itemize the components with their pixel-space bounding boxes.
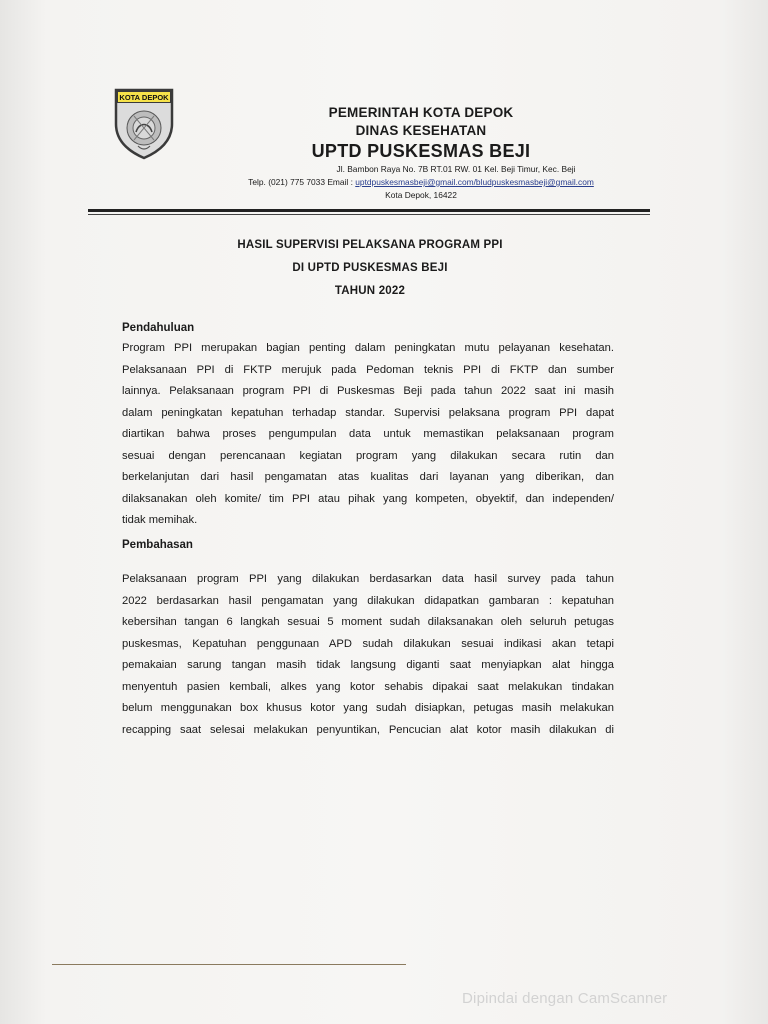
title-line-3: TAHUN 2022 (334, 285, 406, 297)
paragraph-line: puskesmas, Kepatuhan penggunaan APD sudah dilakukan sesuai indikasi akan tetapi (122, 637, 614, 650)
paragraph-line: Program PPI merupakan bagian penting dalam peningkatan mutu pelayanan kesehatan. (122, 342, 614, 354)
title-line-2: DI UPTD PUSKESMAS BEJI (292, 262, 448, 274)
paragraph-line: recapping saat selesai melakukan penyuntikan, Pencucian alat kotor masih dilakukan di (122, 723, 614, 736)
section-pendahuluan (122, 318, 614, 532)
paragraph-line: dilaksanakan oleh komite/ tim PPI atau pihak yang kompeten, obyektif, dan independen/ (122, 492, 614, 505)
section-heading: Pembahasan (122, 539, 193, 551)
letterhead-city: Kota Depok, 16422 (385, 190, 457, 200)
title-line-1: HASIL SUPERVISI PELAKSANA PROGRAM PPI (237, 239, 503, 251)
letterhead-contact (186, 176, 656, 189)
paragraph-line: sesuai dengan perencanaan kegiatan program yang dilakukan secara rutin dan (122, 449, 614, 462)
letterhead-institution: UPTD PUSKESMAS BEJI (311, 141, 531, 161)
paragraph-line: lainnya. Pelaksanaan program PPI di Puskesmas Beji pada tahun 2022 saat ini masih (122, 385, 614, 397)
section-paragraph (122, 569, 614, 741)
kota-depok-emblem (112, 86, 176, 160)
letterhead-phone: Telp. (021) 775 7033 Email : (248, 177, 353, 187)
paragraph-line: tidak memihak. (122, 514, 198, 526)
letterhead-divider-thin (88, 214, 650, 215)
scanner-watermark: Dipindai dengan CamScanner (462, 990, 668, 1007)
paragraph-line: Pelaksanaan program PPI yang dilakukan berdasarkan data hasil survey pada tahun (122, 573, 614, 585)
emblem-label: KOTA DEPOK (119, 93, 169, 102)
paragraph-line: kebersihan tangan 6 langkah sesuai 5 moment sudah dilaksanakan oleh seluruh petugas (122, 616, 614, 628)
letterhead-email-link[interactable]: uptdpuskesmasbeji@gmail.com/bludpuskesmasbeji@gmail.com (355, 177, 594, 187)
paragraph-line: pemakaian sarung tangan masih tidak langsung diganti saat menyiapkan alat hingga (122, 659, 614, 671)
paragraph-line: menyentuh pasien kembali, alkes yang kotor sehabis dipakai saat melakukan tindakan (122, 680, 614, 693)
paragraph-line: Pelaksanaan PPI di FKTP merujuk pada Pedoman teknis PPI di FKTP dan sumber (122, 363, 614, 376)
paragraph-line: dalam peningkatan kepatuhan terhadap standar. Supervisi pelaksana program PPI dapat (122, 406, 614, 419)
letterhead-government: PEMERINTAH KOTA DEPOK (328, 105, 514, 120)
paragraph-line: belum menggunakan box khusus kotor yang sudah disiapkan, petugas masih melakukan (122, 702, 614, 714)
section-paragraph (122, 338, 614, 532)
paragraph-line: 2022 berdasarkan hasil pengamatan yang dilakukan didapatkan gambaran : kepatuhan (122, 594, 614, 607)
document-title (150, 234, 590, 303)
letterhead-divider (88, 209, 650, 212)
letterhead-department: DINAS KESEHATAN (355, 123, 487, 138)
paragraph-line: diartikan bahwa proses pengumpulan data untuk memastikan pelaksanaan program (122, 428, 614, 440)
section-heading: Pendahuluan (122, 322, 195, 334)
letterhead (186, 104, 656, 202)
letterhead-address: Jl. Bambon Raya No. 7B RT.01 RW. 01 Kel. Beji Timur, Kec. Beji (336, 164, 576, 174)
footer-line (52, 964, 406, 965)
paragraph-line: berkelanjutan dari hasil pengamatan atas kualitas dari layanan yang diberikan, dan (122, 471, 614, 483)
section-pembahasan (122, 535, 614, 741)
